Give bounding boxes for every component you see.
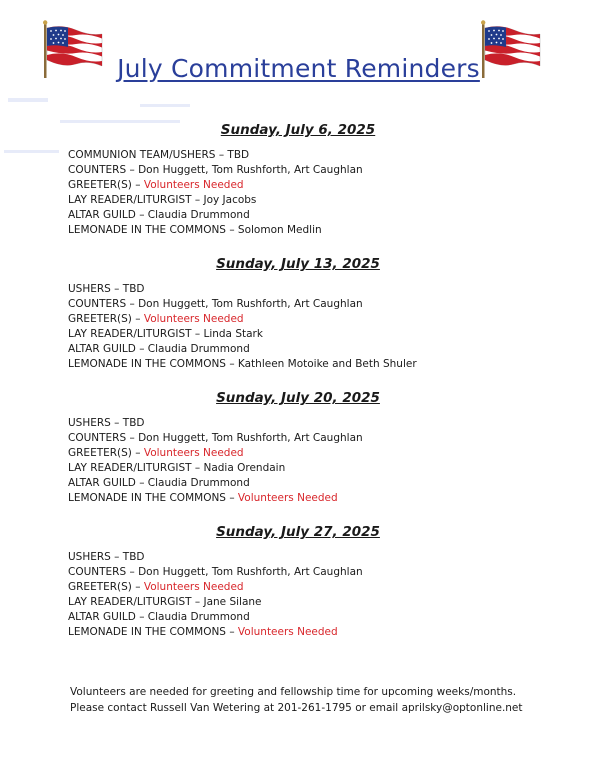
section-date: Sunday, July 27, 2025 [216,524,380,540]
separator: – [225,358,238,370]
role-label: LEMONADE IN THE COMMONS [68,492,226,504]
role-label: USHERS [68,283,111,295]
role-label: LAY READER/LITURGIST [68,596,192,608]
separator: – [225,626,238,638]
separator: – [126,566,139,578]
volunteers-needed: Volunteers Needed [237,626,338,638]
role-label: LAY READER/LITURGIST [68,462,192,474]
role-label: COUNTERS [68,566,127,578]
role-label: GREETER(S) [68,179,132,191]
assignee: Claudia Drummond [147,209,250,221]
section-date: Sunday, July 20, 2025 [216,390,380,406]
assignee: Joy Jacobs [203,194,257,206]
separator: – [135,611,148,623]
assignee: Don Huggett, Tom Rushforth, Art Caughlan [138,566,363,578]
separator: – [131,447,144,459]
separator: – [126,164,139,176]
separator: – [135,343,148,355]
section-date: Sunday, July 13, 2025 [216,256,380,272]
list-item [68,312,548,327]
assignee: Solomon Medlin [237,224,322,236]
role-label: ALTAR GUILD [68,611,136,623]
role-label: GREETER(S) [68,313,132,325]
role-label: USHERS [68,417,111,429]
assignee: Don Huggett, Tom Rushforth, Art Caughlan [138,432,363,444]
separator: – [110,551,123,563]
separator: – [225,224,238,236]
volunteers-needed: Volunteers Needed [143,447,244,459]
list-item [68,148,548,163]
scan-artifact [8,98,48,102]
role-label: LAY READER/LITURGIST [68,328,192,340]
section-july-6 [68,122,548,238]
separator: – [110,417,123,429]
scan-artifact [4,150,59,153]
role-label: COUNTERS [68,164,127,176]
scan-artifact [140,104,190,107]
role-label: GREETER(S) [68,581,132,593]
role-label: GREETER(S) [68,447,132,459]
list-item [68,178,548,193]
separator: – [131,581,144,593]
role-label: LEMONADE IN THE COMMONS [68,358,226,370]
role-label: LEMONADE IN THE COMMONS [68,626,226,638]
separator: – [215,149,228,161]
assignee: TBD [122,417,145,429]
role-label: ALTAR GUILD [68,343,136,355]
list-item [68,610,548,625]
separator: – [225,492,238,504]
list-item [68,550,548,565]
list-item [68,565,548,580]
list-item [68,431,548,446]
list-item [68,297,548,312]
role-label: ALTAR GUILD [68,477,136,489]
list-item [68,491,548,506]
list-item [68,357,548,372]
separator: – [131,179,144,191]
separator: – [191,328,204,340]
list-item [68,193,548,208]
separator: – [110,283,123,295]
list-item [68,625,548,640]
list-item [68,476,548,491]
separator: – [191,596,204,608]
list-item [68,595,548,610]
assignee: Don Huggett, Tom Rushforth, Art Caughlan [138,298,363,310]
section-date: Sunday, July 6, 2025 [220,122,376,138]
volunteers-needed: Volunteers Needed [143,581,244,593]
separator: – [126,298,139,310]
assignee: TBD [227,149,250,161]
role-label: ALTAR GUILD [68,209,136,221]
separator: – [191,194,204,206]
role-label: USHERS [68,551,111,563]
volunteers-needed: Volunteers Needed [237,492,338,504]
footer-note [70,684,570,716]
assignee: Claudia Drummond [147,343,250,355]
list-item [68,446,548,461]
assignee: TBD [122,283,145,295]
list-item [68,282,548,297]
assignee: Kathleen Motoike and Beth Shuler [237,358,417,370]
list-item [68,461,548,476]
separator: – [135,477,148,489]
separator: – [191,462,204,474]
footer-contact: Please contact Russell Van Wetering at 201-261-1795 or email aprilsky@optonline.net [70,702,523,714]
role-label: COUNTERS [68,298,127,310]
assignee: Linda Stark [203,328,263,340]
list-item [68,223,548,238]
volunteers-needed: Volunteers Needed [143,313,244,325]
assignee: TBD [122,551,145,563]
assignee: Don Huggett, Tom Rushforth, Art Caughlan [138,164,363,176]
section-july-20 [68,390,548,506]
separator: – [131,313,144,325]
footer-line: Volunteers are needed for greeting and fellowship time for upcoming weeks/months. [70,686,517,698]
role-label: COMMUNION TEAM/USHERS [68,149,216,161]
assignee: Claudia Drummond [147,477,250,489]
assignee: Nadia Orendain [203,462,286,474]
list-item [68,580,548,595]
list-item [68,342,548,357]
section-july-13 [68,256,548,372]
list-item [68,327,548,342]
section-july-27 [68,524,548,640]
role-label: COUNTERS [68,432,127,444]
list-item [68,208,548,223]
list-item [68,163,548,178]
volunteers-needed: Volunteers Needed [143,179,244,191]
separator: – [126,432,139,444]
separator: – [135,209,148,221]
assignee: Jane Silane [203,596,262,608]
page-title: July Commitment Reminders [117,54,480,83]
role-label: LAY READER/LITURGIST [68,194,192,206]
role-label: LEMONADE IN THE COMMONS [68,224,226,236]
assignee: Claudia Drummond [147,611,250,623]
list-item [68,416,548,431]
